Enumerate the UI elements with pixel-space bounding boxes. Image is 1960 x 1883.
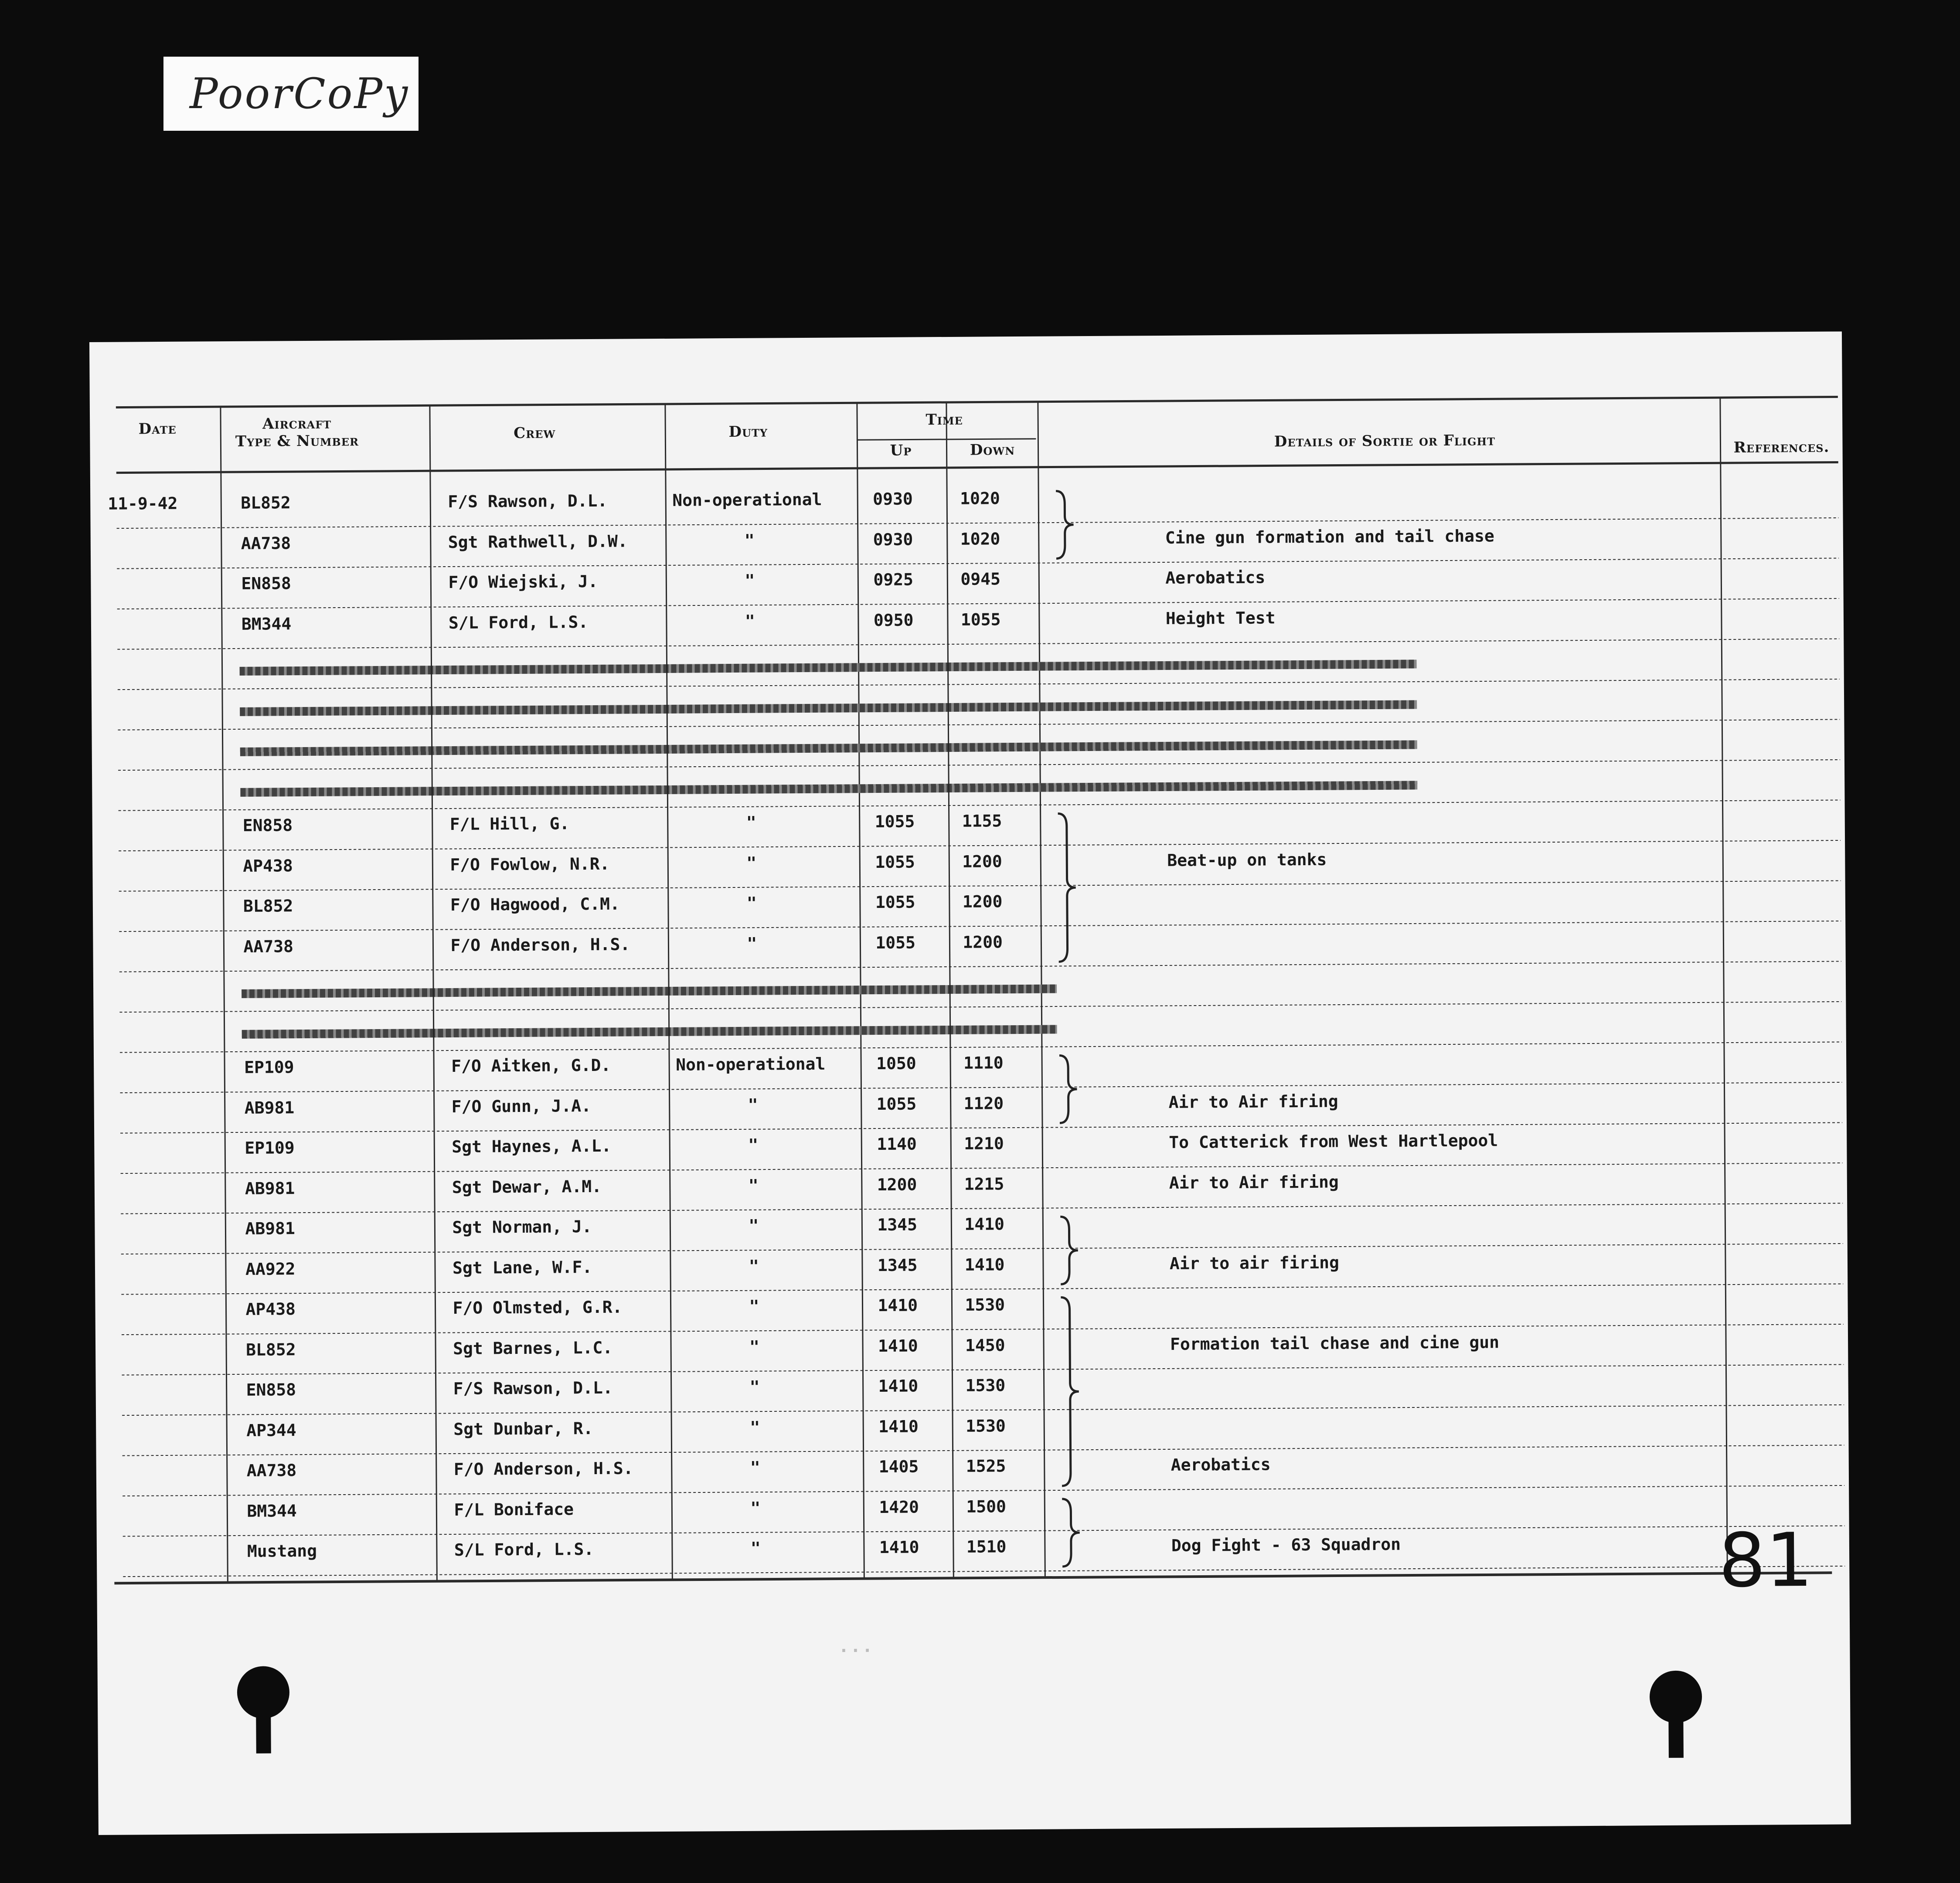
row-rule bbox=[117, 518, 1839, 528]
cell-crew: Sgt Lane, W.F. bbox=[452, 1257, 592, 1278]
cell-details: Air to Air firing bbox=[1168, 1091, 1338, 1112]
cell-down: 1200 bbox=[963, 932, 1003, 952]
row-rule bbox=[120, 1082, 1842, 1093]
header-aircraft-2: Type & Number bbox=[235, 432, 359, 450]
cell-crew: F/O Fowlow, N.R. bbox=[450, 854, 610, 874]
row-rule bbox=[122, 1445, 1844, 1455]
row-rule bbox=[117, 639, 1839, 649]
row-rule bbox=[123, 1526, 1845, 1536]
cell-duty: " bbox=[746, 853, 757, 873]
cell-down: 1530 bbox=[965, 1376, 1006, 1395]
row-rule bbox=[121, 1203, 1843, 1213]
header-up: Up bbox=[890, 442, 912, 459]
cell-down: 1530 bbox=[965, 1295, 1005, 1315]
row-rule bbox=[122, 1324, 1844, 1335]
cell-down: 1450 bbox=[965, 1335, 1005, 1355]
row-rule bbox=[119, 1002, 1841, 1012]
cell-duty: " bbox=[746, 893, 757, 913]
cell-crew: S/L Ford, L.S. bbox=[454, 1539, 594, 1560]
cell-crew: F/O Aitken, G.D. bbox=[451, 1055, 611, 1076]
row-rule bbox=[122, 1485, 1844, 1496]
cell-up: 1345 bbox=[877, 1215, 918, 1234]
cell-duty: " bbox=[750, 1417, 760, 1437]
cell-duty: Non-operational bbox=[672, 489, 822, 510]
cell-details: Beat-up on tanks bbox=[1167, 850, 1327, 870]
cell-down: 1200 bbox=[962, 851, 1002, 871]
cell-aircraft: AA738 bbox=[241, 533, 291, 553]
cell-down: 1525 bbox=[966, 1456, 1006, 1476]
cell-down: 1510 bbox=[966, 1537, 1007, 1557]
cell-aircraft: AA738 bbox=[246, 1461, 297, 1480]
cell-crew: Sgt Norman, J. bbox=[452, 1217, 592, 1237]
record-sheet bbox=[89, 331, 1851, 1835]
cell-down: 1215 bbox=[964, 1174, 1004, 1194]
table-grid bbox=[89, 331, 1851, 1835]
curly-brace-icon bbox=[1060, 1217, 1078, 1284]
cell-details: Aerobatics bbox=[1165, 568, 1266, 588]
cell-duty: " bbox=[745, 611, 755, 631]
cell-down: 1210 bbox=[964, 1134, 1004, 1153]
cell-details: Formation tail chase and cine gun bbox=[1170, 1332, 1500, 1354]
curly-brace-icon bbox=[1062, 1499, 1080, 1567]
cell-crew: F/O Gunn, J.A. bbox=[451, 1096, 592, 1116]
cell-duty: " bbox=[746, 812, 756, 832]
cell-duty: " bbox=[750, 1498, 761, 1518]
cell-crew: Sgt Haynes, A.L. bbox=[452, 1136, 612, 1156]
cell-details: To Catterick from West Hartlepool bbox=[1169, 1131, 1498, 1152]
row-rule bbox=[119, 961, 1841, 972]
cell-up: 0925 bbox=[873, 570, 914, 590]
column-rule bbox=[221, 407, 228, 1582]
cell-up: 1410 bbox=[878, 1295, 918, 1315]
cell-aircraft: Mustang bbox=[247, 1541, 317, 1561]
header-references: References. bbox=[1733, 438, 1830, 456]
cell-aircraft: BM344 bbox=[241, 614, 292, 634]
header-time: Time bbox=[926, 411, 963, 429]
cell-up: 1420 bbox=[879, 1497, 919, 1517]
cell-down: 1110 bbox=[963, 1053, 1004, 1073]
row-rule bbox=[120, 1122, 1842, 1133]
header-bottom-rule bbox=[116, 462, 1838, 472]
cell-aircraft: AA922 bbox=[245, 1259, 296, 1279]
cell-down: 1530 bbox=[966, 1416, 1006, 1436]
cell-crew: F/O Anderson, H.S. bbox=[450, 934, 630, 955]
cell-crew: F/O Anderson, H.S. bbox=[453, 1458, 633, 1479]
header-details: Details of Sortie or Flight bbox=[1274, 432, 1496, 451]
cell-crew: F/L Boniface bbox=[454, 1499, 574, 1519]
header-date: Date bbox=[138, 420, 177, 438]
row-rule bbox=[122, 1364, 1844, 1375]
cell-duty: " bbox=[749, 1296, 759, 1316]
cell-details: Air to Air firing bbox=[1169, 1172, 1339, 1193]
cell-aircraft: BL852 bbox=[241, 493, 291, 513]
cell-aircraft: AP438 bbox=[243, 856, 293, 876]
page-number: 81 bbox=[1718, 1517, 1814, 1604]
cell-down: 1410 bbox=[964, 1254, 1005, 1275]
cell-crew: F/S Rawson, D.L. bbox=[448, 491, 608, 511]
cell-aircraft: AB981 bbox=[245, 1178, 295, 1198]
cell-details: Dog Fight - 63 Squadron bbox=[1171, 1534, 1401, 1555]
cell-date: 11-9-42 bbox=[108, 493, 178, 513]
cell-aircraft: AB981 bbox=[244, 1098, 295, 1118]
cell-duty: " bbox=[748, 1176, 759, 1195]
cell-crew: F/S Rawson, D.L. bbox=[453, 1378, 613, 1398]
cell-up: 1050 bbox=[876, 1054, 916, 1074]
cell-down: 1500 bbox=[966, 1496, 1007, 1516]
row-rule bbox=[118, 760, 1840, 770]
header-duty: Duty bbox=[728, 423, 768, 441]
cell-up: 1410 bbox=[879, 1537, 919, 1557]
cell-aircraft: AA738 bbox=[243, 936, 293, 956]
cell-down: 0945 bbox=[960, 569, 1001, 589]
cell-up: 1410 bbox=[878, 1336, 918, 1356]
faint-footer-text: ··· bbox=[838, 1641, 874, 1661]
row-rule bbox=[118, 719, 1840, 730]
cell-up: 1055 bbox=[875, 932, 916, 952]
cell-up: 1055 bbox=[875, 852, 915, 872]
row-rule bbox=[120, 1042, 1842, 1052]
cell-duty: " bbox=[745, 571, 755, 590]
cell-aircraft: EN858 bbox=[242, 816, 293, 835]
cell-details: Air to air firing bbox=[1169, 1253, 1340, 1273]
row-rule bbox=[119, 840, 1841, 851]
row-rule bbox=[118, 679, 1840, 690]
cell-duty: " bbox=[744, 530, 755, 550]
cell-down: 1020 bbox=[960, 489, 1000, 508]
cell-up: 1200 bbox=[877, 1174, 917, 1194]
cell-up: 1055 bbox=[875, 812, 915, 832]
cell-down: 1200 bbox=[962, 892, 1003, 911]
cell-crew: F/O Olmsted, G.R. bbox=[453, 1297, 623, 1318]
row-rule bbox=[122, 1405, 1844, 1415]
punch-hole-right bbox=[1650, 1670, 1702, 1723]
cell-aircraft: EP109 bbox=[244, 1057, 294, 1077]
cell-details: Cine gun formation and tail chase bbox=[1165, 526, 1494, 547]
cell-down: 1120 bbox=[963, 1093, 1004, 1113]
cell-duty: Non-operational bbox=[676, 1054, 826, 1074]
cell-duty: " bbox=[750, 1538, 761, 1558]
cell-up: 0930 bbox=[873, 529, 913, 549]
cell-down: 1155 bbox=[962, 811, 1002, 831]
cell-aircraft: EN858 bbox=[246, 1380, 296, 1400]
cell-aircraft: EN858 bbox=[241, 574, 291, 593]
cell-down: 1410 bbox=[964, 1214, 1005, 1234]
row-rule bbox=[121, 1163, 1843, 1173]
cell-details: Height Test bbox=[1165, 608, 1276, 628]
cell-aircraft: BM344 bbox=[247, 1501, 297, 1521]
cell-aircraft: BL852 bbox=[243, 896, 293, 916]
cell-duty: " bbox=[748, 1135, 759, 1155]
cell-up: 1410 bbox=[878, 1416, 919, 1436]
header-top-rule bbox=[116, 397, 1838, 408]
cell-aircraft: EP109 bbox=[245, 1138, 295, 1158]
row-rule bbox=[119, 921, 1841, 931]
cell-duty: " bbox=[749, 1337, 760, 1356]
curly-brace-icon bbox=[1058, 813, 1076, 962]
poor-copy-label bbox=[163, 57, 419, 131]
cell-duty: " bbox=[748, 1095, 758, 1115]
punch-hole-left bbox=[237, 1666, 290, 1719]
label-text: PoorCoPy bbox=[190, 69, 410, 118]
cell-crew: F/O Hagwood, C.M. bbox=[450, 894, 620, 914]
cell-crew: Sgt Rathwell, D.W. bbox=[448, 531, 628, 552]
cell-down: 1020 bbox=[960, 529, 1000, 549]
row-rule bbox=[119, 800, 1841, 810]
cell-up: 1140 bbox=[877, 1134, 917, 1154]
cell-crew: F/O Wiejski, J. bbox=[448, 571, 598, 592]
cell-crew: Sgt Barnes, L.C. bbox=[453, 1338, 613, 1358]
cell-up: 1410 bbox=[878, 1376, 919, 1396]
curly-brace-icon bbox=[1059, 1055, 1077, 1123]
column-rule bbox=[1720, 398, 1727, 1573]
row-rule bbox=[119, 880, 1841, 891]
cell-aircraft: AP438 bbox=[245, 1299, 296, 1319]
cell-up: 1405 bbox=[878, 1457, 919, 1476]
cell-details: Aerobatics bbox=[1171, 1455, 1271, 1475]
cell-crew: S/L Ford, L.S. bbox=[448, 612, 589, 632]
cell-duty: " bbox=[747, 934, 757, 953]
cell-crew: Sgt Dunbar, R. bbox=[453, 1418, 593, 1439]
cell-aircraft: AP344 bbox=[246, 1420, 296, 1440]
row-rule bbox=[117, 558, 1839, 568]
row-rule bbox=[121, 1284, 1843, 1294]
cell-up: 1055 bbox=[876, 1094, 917, 1114]
table-bottom-rule bbox=[114, 1573, 1832, 1583]
header-down: Down bbox=[970, 441, 1015, 459]
header-aircraft-1: Aircraft bbox=[262, 415, 332, 433]
cell-aircraft: BL852 bbox=[245, 1339, 296, 1360]
cell-up: 0930 bbox=[873, 489, 913, 509]
cell-up: 1345 bbox=[877, 1255, 918, 1275]
curly-brace-icon bbox=[1061, 1297, 1079, 1486]
cell-up: 0950 bbox=[873, 610, 914, 630]
cell-duty: " bbox=[749, 1256, 759, 1276]
cell-duty: " bbox=[749, 1377, 760, 1397]
curly-brace-icon bbox=[1056, 491, 1074, 558]
cell-up: 1055 bbox=[875, 892, 915, 912]
cell-crew: Sgt Dewar, A.M. bbox=[452, 1176, 602, 1197]
cell-aircraft: AB981 bbox=[245, 1219, 295, 1238]
cell-crew: F/L Hill, G. bbox=[449, 814, 570, 834]
row-rule bbox=[117, 598, 1839, 609]
cell-down: 1055 bbox=[960, 609, 1001, 629]
cell-duty: " bbox=[750, 1458, 760, 1477]
row-rule bbox=[121, 1244, 1843, 1254]
cell-duty: " bbox=[749, 1216, 759, 1235]
header-crew: Crew bbox=[514, 424, 556, 442]
